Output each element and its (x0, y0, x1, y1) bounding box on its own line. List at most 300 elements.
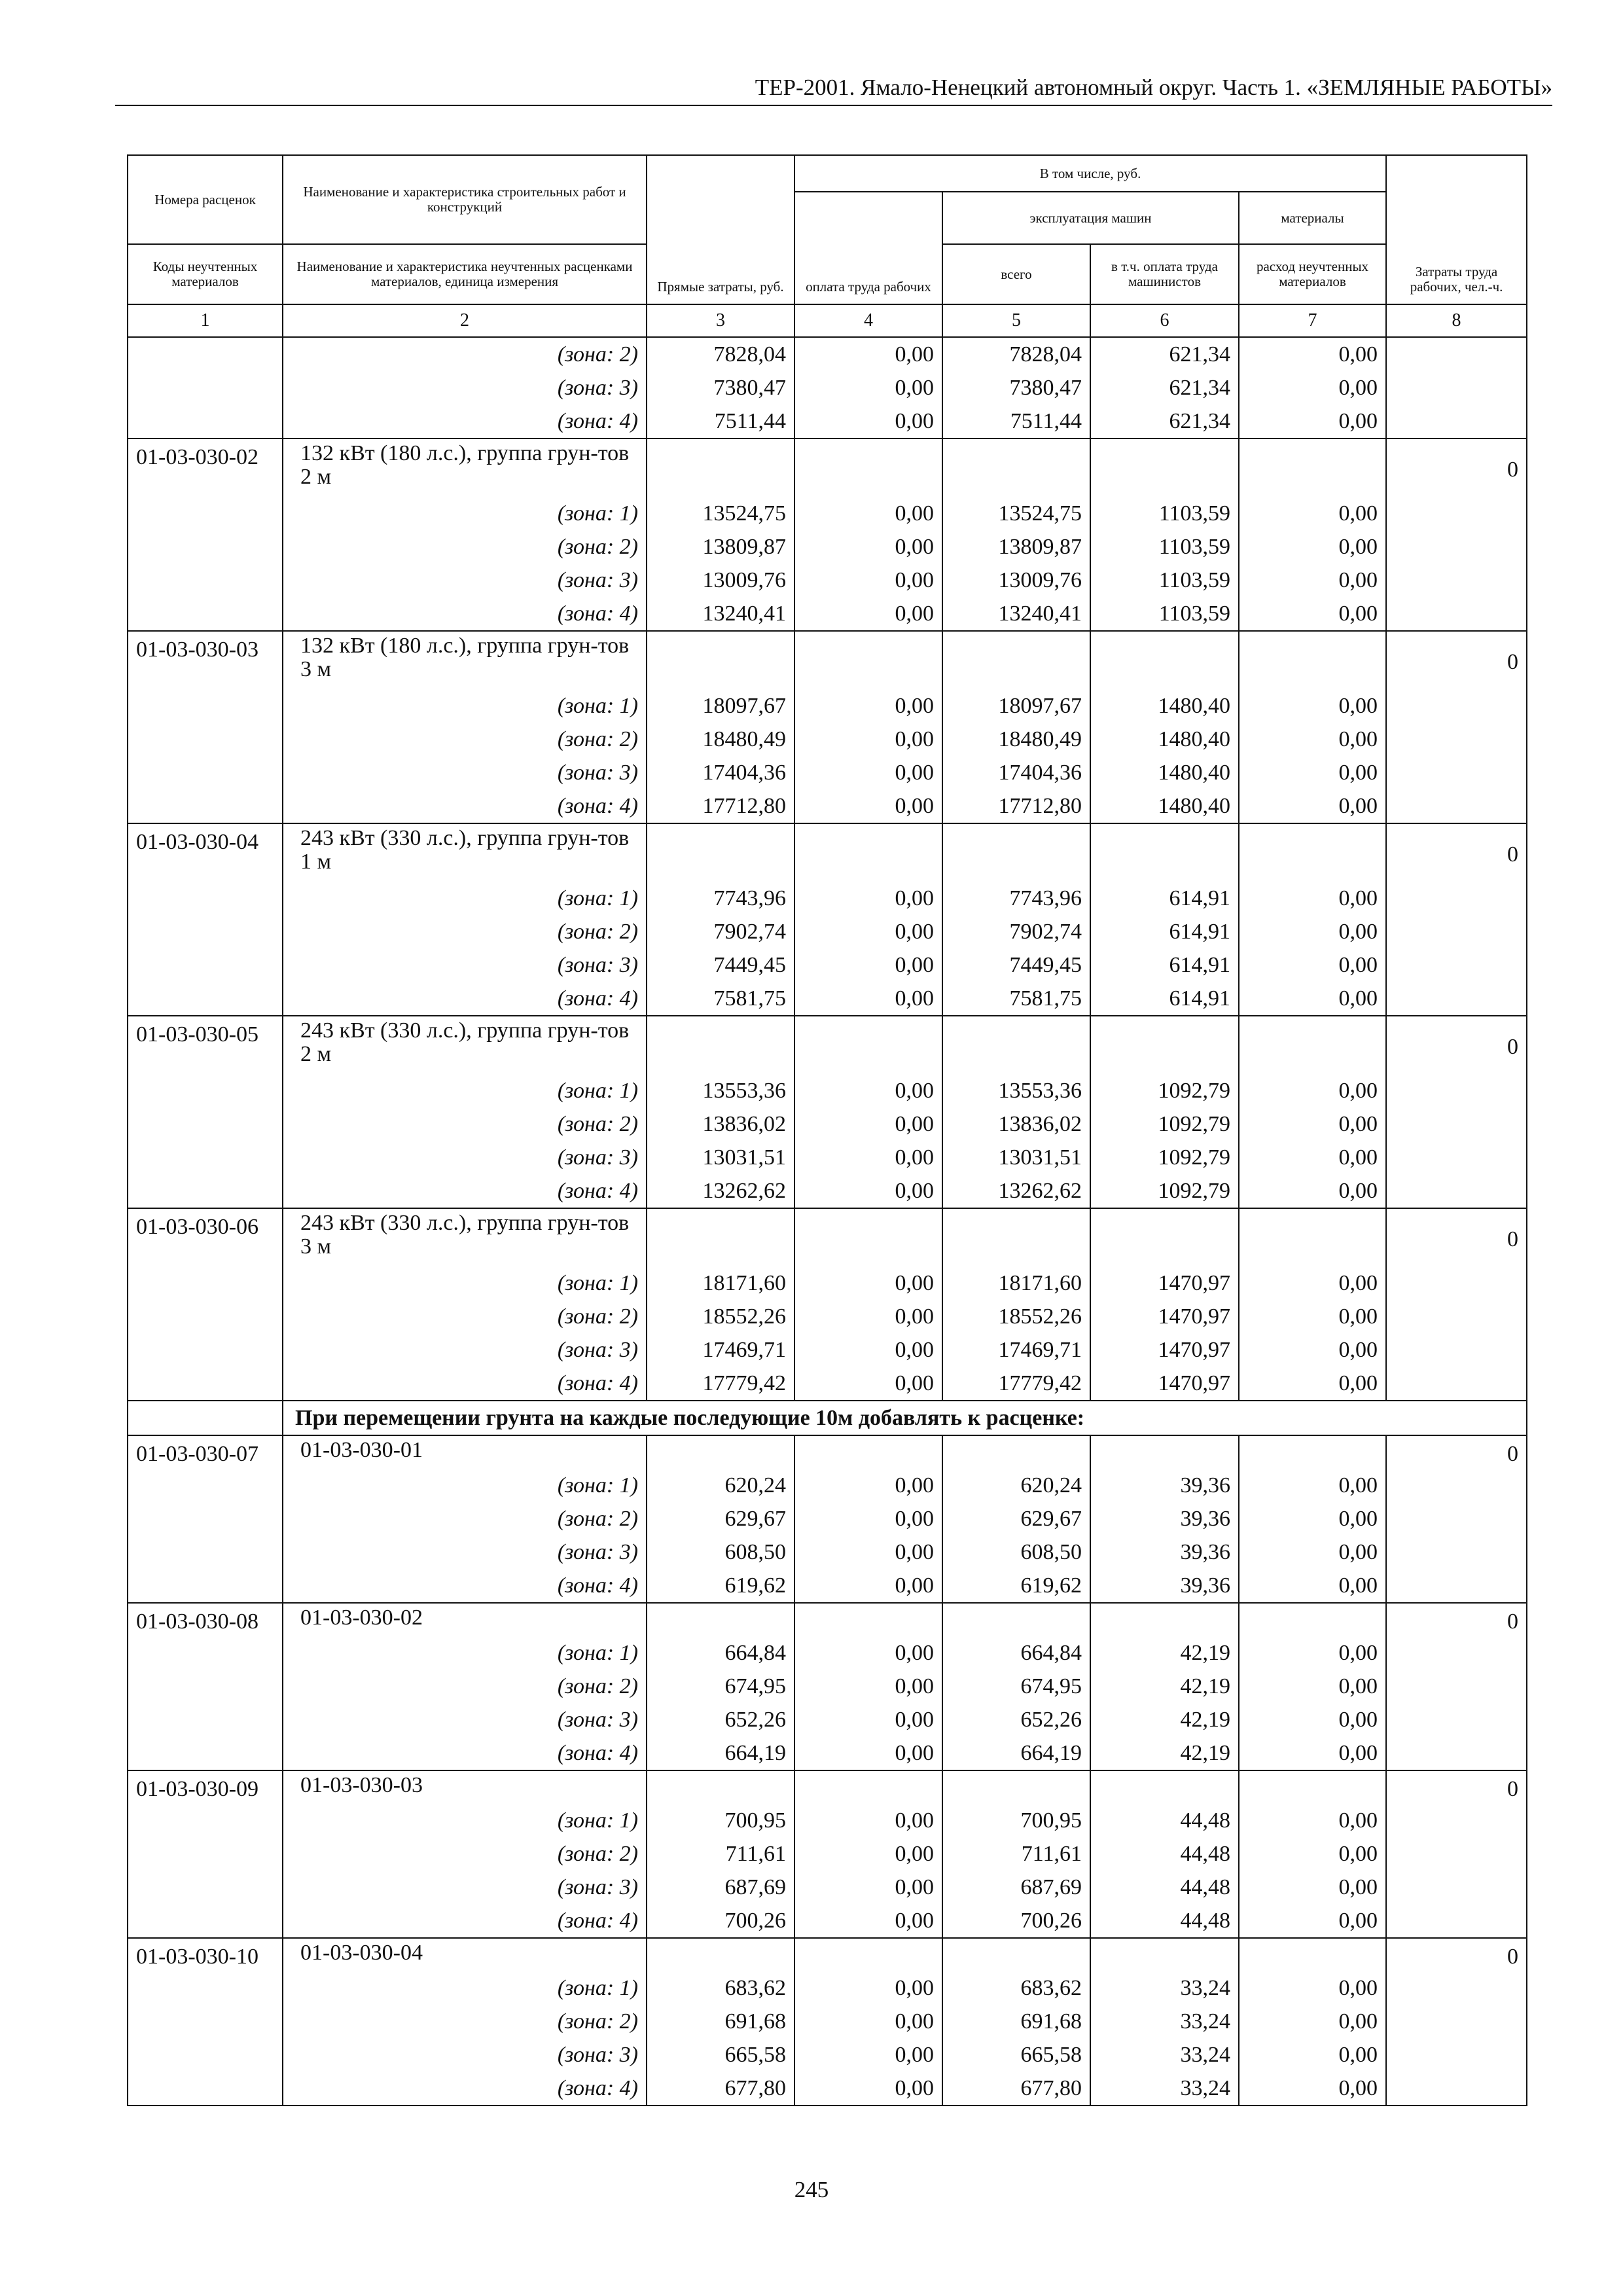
zone-label: (зона: 2) (283, 2005, 647, 2038)
material-cell: 0,00 (1239, 1569, 1386, 1603)
material-cell: 0,00 (1239, 1670, 1386, 1703)
rate-description: 01-03-030-03 (283, 1770, 647, 1804)
labor-pay-cell: 0,00 (794, 756, 942, 789)
labor-hours-cell: 0 (1386, 1208, 1527, 1266)
machinist-pay-cell: 614,91 (1090, 882, 1239, 915)
empty-cell (128, 1107, 283, 1141)
zone-row (128, 1971, 1527, 2005)
direct-cost-cell: 664,19 (647, 1736, 794, 1770)
material-cell: 0,00 (1239, 2072, 1386, 2106)
empty-cell (128, 1266, 283, 1300)
zone-label: (зона: 4) (283, 404, 647, 439)
empty-cell (128, 723, 283, 756)
zone-row (128, 2038, 1527, 2072)
zone-row (128, 1837, 1527, 1871)
empty-cell (128, 2072, 283, 2106)
direct-cost-cell: 687,69 (647, 1871, 794, 1904)
labor-pay-cell: 0,00 (794, 1333, 942, 1367)
labor-pay-cell: 0,00 (794, 1141, 942, 1174)
labor-hours-cell: 0 (1386, 823, 1527, 882)
machine-total-cell: 652,26 (942, 1703, 1090, 1736)
zone-row (128, 1074, 1527, 1107)
machinist-pay-cell: 33,24 (1090, 2038, 1239, 2072)
zone-row (128, 882, 1527, 915)
machine-total-cell: 700,95 (942, 1804, 1090, 1837)
rate-item-row (128, 631, 1527, 689)
machinist-pay-cell: 1092,79 (1090, 1074, 1239, 1107)
material-cell: 0,00 (1239, 597, 1386, 631)
material-cell: 0,00 (1239, 530, 1386, 564)
empty-cell (128, 1971, 283, 2005)
direct-cost-cell: 7581,75 (647, 982, 794, 1016)
machinist-pay-cell: 1480,40 (1090, 789, 1239, 823)
zone-row (128, 497, 1527, 530)
column-number: 2 (283, 304, 647, 337)
machinist-pay-cell: 39,36 (1090, 1569, 1239, 1603)
machinist-pay-cell: 42,19 (1090, 1736, 1239, 1770)
rate-description: 243 кВт (330 л.с.), группа грун-тов 2 м (283, 1016, 647, 1074)
rate-code: 01-03-030-04 (128, 823, 283, 882)
zone-label: (зона: 4) (283, 597, 647, 631)
machinist-pay-cell: 614,91 (1090, 915, 1239, 948)
header-machine-operation: эксплуатация машин (942, 192, 1239, 244)
rate-code: 01-03-030-06 (128, 1208, 283, 1266)
zone-label: (зона: 3) (283, 371, 647, 404)
machine-total-cell: 7828,04 (942, 337, 1090, 371)
machinist-pay-cell: 1103,59 (1090, 564, 1239, 597)
labor-pay-cell: 0,00 (794, 882, 942, 915)
empty-cell (1386, 1074, 1527, 1107)
zone-label: (зона: 3) (283, 756, 647, 789)
machinist-pay-cell: 42,19 (1090, 1703, 1239, 1736)
empty-cell (1386, 1670, 1527, 1703)
material-cell: 0,00 (1239, 1871, 1386, 1904)
machine-total-cell: 691,68 (942, 2005, 1090, 2038)
material-cell: 0,00 (1239, 371, 1386, 404)
empty-cell (128, 1141, 283, 1174)
labor-pay-cell: 0,00 (794, 2005, 942, 2038)
labor-pay-cell: 0,00 (794, 337, 942, 371)
zone-label: (зона: 1) (283, 1074, 647, 1107)
empty-cell (1386, 2038, 1527, 2072)
machinist-pay-cell: 1092,79 (1090, 1174, 1239, 1208)
empty-cell (128, 564, 283, 597)
rate-item-row (128, 1770, 1527, 1804)
zone-row (128, 2072, 1527, 2106)
empty-cell (1386, 530, 1527, 564)
zone-row (128, 530, 1527, 564)
machine-total-cell: 619,62 (942, 1569, 1090, 1603)
material-cell: 0,00 (1239, 1837, 1386, 1871)
rate-item-row (128, 1938, 1527, 1971)
machine-total-cell: 687,69 (942, 1871, 1090, 1904)
machinist-pay-cell: 44,48 (1090, 1804, 1239, 1837)
zone-label: (зона: 2) (283, 915, 647, 948)
rate-description: 132 кВт (180 л.с.), группа грун-тов 3 м (283, 631, 647, 689)
zone-row (128, 1569, 1527, 1603)
empty-cell (128, 1367, 283, 1401)
header-material-codes: Коды неучтенных материалов (128, 244, 283, 304)
empty-cell (128, 1074, 283, 1107)
zone-label: (зона: 4) (283, 1174, 647, 1208)
rate-description: 01-03-030-01 (283, 1435, 647, 1469)
empty-cell (1386, 1174, 1527, 1208)
direct-cost-cell: 7828,04 (647, 337, 794, 371)
labor-pay-cell: 0,00 (794, 1670, 942, 1703)
material-cell: 0,00 (1239, 982, 1386, 1016)
machine-total-cell: 7511,44 (942, 404, 1090, 439)
material-cell: 0,00 (1239, 948, 1386, 982)
column-number: 6 (1090, 304, 1239, 337)
material-cell: 0,00 (1239, 1469, 1386, 1502)
machinist-pay-cell: 621,34 (1090, 404, 1239, 439)
zone-label: (зона: 3) (283, 1333, 647, 1367)
empty-cell (128, 1871, 283, 1904)
empty-cell (128, 1174, 283, 1208)
zone-label: (зона: 4) (283, 1904, 647, 1938)
labor-pay-cell: 0,00 (794, 982, 942, 1016)
zone-row (128, 1141, 1527, 1174)
direct-cost-cell: 700,26 (647, 1904, 794, 1938)
material-cell: 0,00 (1239, 1300, 1386, 1333)
machine-total-cell: 7581,75 (942, 982, 1090, 1016)
zone-row (128, 1703, 1527, 1736)
material-cell: 0,00 (1239, 756, 1386, 789)
zone-row (128, 1174, 1527, 1208)
zone-label: (зона: 4) (283, 982, 647, 1016)
zone-label: (зона: 1) (283, 1266, 647, 1300)
machinist-pay-cell: 42,19 (1090, 1670, 1239, 1703)
machinist-pay-cell: 1092,79 (1090, 1141, 1239, 1174)
empty-cell (128, 1569, 283, 1603)
empty-cell (128, 1502, 283, 1535)
direct-cost-cell: 711,61 (647, 1837, 794, 1871)
empty-cell (128, 882, 283, 915)
machinist-pay-cell: 42,19 (1090, 1636, 1239, 1670)
machinist-pay-cell: 614,91 (1090, 982, 1239, 1016)
zone-row (128, 689, 1527, 723)
header-labor-pay: оплата труда рабочих (794, 192, 942, 304)
empty-cell (128, 948, 283, 982)
empty-cell (128, 1736, 283, 1770)
machine-total-cell: 677,80 (942, 2072, 1090, 2106)
rate-item-row (128, 1435, 1527, 1469)
material-cell: 0,00 (1239, 1107, 1386, 1141)
rate-code: 01-03-030-03 (128, 631, 283, 689)
machinist-pay-cell: 1092,79 (1090, 1107, 1239, 1141)
empty-cell (1386, 1904, 1527, 1938)
labor-pay-cell: 0,00 (794, 564, 942, 597)
empty-cell (1386, 371, 1527, 404)
direct-cost-cell: 13009,76 (647, 564, 794, 597)
zone-row (128, 597, 1527, 631)
empty-cell (1386, 756, 1527, 789)
direct-cost-cell: 683,62 (647, 1971, 794, 2005)
material-cell: 0,00 (1239, 882, 1386, 915)
labor-pay-cell: 0,00 (794, 1535, 942, 1569)
direct-cost-cell: 13553,36 (647, 1074, 794, 1107)
labor-pay-cell: 0,00 (794, 2072, 942, 2106)
header-machinist-pay: в т.ч. оплата труда машинистов (1090, 244, 1239, 304)
empty-cell (1386, 1367, 1527, 1401)
zone-label: (зона: 4) (283, 1367, 647, 1401)
header-work-name: Наименование и характеристика строительных работ и конструкций (283, 155, 647, 244)
zone-row (128, 337, 1527, 371)
page-number: 245 (794, 2177, 829, 2202)
machine-total-cell: 683,62 (942, 1971, 1090, 2005)
labor-pay-cell: 0,00 (794, 1837, 942, 1871)
machine-total-cell: 13553,36 (942, 1074, 1090, 1107)
labor-pay-cell: 0,00 (794, 789, 942, 823)
zone-row (128, 1502, 1527, 1535)
empty-cell (128, 2038, 283, 2072)
labor-pay-cell: 0,00 (794, 404, 942, 439)
empty-cell (1386, 1804, 1527, 1837)
labor-pay-cell: 0,00 (794, 497, 942, 530)
direct-cost-cell: 7902,74 (647, 915, 794, 948)
empty-cell (128, 1670, 283, 1703)
zone-row (128, 789, 1527, 823)
machine-total-cell: 18171,60 (942, 1266, 1090, 1300)
material-cell: 0,00 (1239, 1141, 1386, 1174)
zone-label: (зона: 2) (283, 337, 647, 371)
material-cell: 0,00 (1239, 1904, 1386, 1938)
zone-row (128, 1871, 1527, 1904)
material-cell: 0,00 (1239, 789, 1386, 823)
labor-pay-cell: 0,00 (794, 1266, 942, 1300)
rate-code: 01-03-030-09 (128, 1770, 283, 1804)
rate-item-row (128, 1603, 1527, 1636)
zone-row (128, 1904, 1527, 1938)
machinist-pay-cell: 1470,97 (1090, 1333, 1239, 1367)
direct-cost-cell: 619,62 (647, 1569, 794, 1603)
direct-cost-cell: 13262,62 (647, 1174, 794, 1208)
direct-cost-cell: 700,95 (647, 1804, 794, 1837)
material-cell: 0,00 (1239, 1502, 1386, 1535)
direct-cost-cell: 665,58 (647, 2038, 794, 2072)
machine-total-cell: 13031,51 (942, 1141, 1090, 1174)
machinist-pay-cell: 39,36 (1090, 1535, 1239, 1569)
empty-cell (128, 915, 283, 948)
direct-cost-cell: 691,68 (647, 2005, 794, 2038)
labor-pay-cell: 0,00 (794, 1469, 942, 1502)
column-number: 4 (794, 304, 942, 337)
zone-label: (зона: 1) (283, 882, 647, 915)
zone-label: (зона: 3) (283, 564, 647, 597)
rate-code: 01-03-030-08 (128, 1603, 283, 1636)
machinist-pay-cell: 44,48 (1090, 1871, 1239, 1904)
zone-row (128, 1367, 1527, 1401)
empty-cell (1386, 1107, 1527, 1141)
material-cell: 0,00 (1239, 1367, 1386, 1401)
machinist-pay-cell: 1103,59 (1090, 497, 1239, 530)
machine-total-cell: 665,58 (942, 2038, 1090, 2072)
material-cell: 0,00 (1239, 1971, 1386, 2005)
labor-hours-cell: 0 (1386, 1435, 1527, 1469)
header-material-name: Наименование и характеристика неучтенных расценками материалов, единица измерения (283, 244, 647, 304)
empty-cell (1386, 1971, 1527, 2005)
material-cell: 0,00 (1239, 2005, 1386, 2038)
machine-total-cell: 13009,76 (942, 564, 1090, 597)
direct-cost-cell: 18480,49 (647, 723, 794, 756)
section-title: При перемещении грунта на каждые последующие 10м добавлять к расценке: (283, 1401, 1527, 1435)
direct-cost-cell: 13524,75 (647, 497, 794, 530)
empty-cell (1386, 1569, 1527, 1603)
labor-pay-cell: 0,00 (794, 1074, 942, 1107)
zone-label: (зона: 2) (283, 1670, 647, 1703)
labor-pay-cell: 0,00 (794, 1300, 942, 1333)
direct-cost-cell: 17469,71 (647, 1333, 794, 1367)
rate-code: 01-03-030-07 (128, 1435, 283, 1469)
labor-pay-cell: 0,00 (794, 1367, 942, 1401)
rate-code: 01-03-030-10 (128, 1938, 283, 1971)
labor-pay-cell: 0,00 (794, 1804, 942, 1837)
machine-total-cell: 13836,02 (942, 1107, 1090, 1141)
machine-total-cell: 7743,96 (942, 882, 1090, 915)
empty-cell (1386, 1333, 1527, 1367)
machine-total-cell: 18097,67 (942, 689, 1090, 723)
empty-cell (128, 1837, 283, 1871)
material-cell: 0,00 (1239, 1333, 1386, 1367)
labor-pay-cell: 0,00 (794, 371, 942, 404)
empty-cell (128, 530, 283, 564)
zone-label: (зона: 1) (283, 689, 647, 723)
machine-total-cell: 13240,41 (942, 597, 1090, 631)
direct-cost-cell: 18552,26 (647, 1300, 794, 1333)
zone-label: (зона: 4) (283, 1736, 647, 1770)
table-header (128, 155, 1527, 337)
zone-label: (зона: 3) (283, 1535, 647, 1569)
empty-cell (128, 1535, 283, 1569)
section-row (128, 1401, 1527, 1435)
material-cell: 0,00 (1239, 497, 1386, 530)
zone-row (128, 982, 1527, 1016)
material-cell: 0,00 (1239, 1703, 1386, 1736)
direct-cost-cell: 7511,44 (647, 404, 794, 439)
direct-cost-cell: 7449,45 (647, 948, 794, 982)
direct-cost-cell: 664,84 (647, 1636, 794, 1670)
machine-total-cell: 674,95 (942, 1670, 1090, 1703)
direct-cost-cell: 13809,87 (647, 530, 794, 564)
machinist-pay-cell: 33,24 (1090, 1971, 1239, 2005)
zone-label: (зона: 4) (283, 2072, 647, 2106)
direct-cost-cell: 13031,51 (647, 1141, 794, 1174)
direct-cost-cell: 652,26 (647, 1703, 794, 1736)
column-number: 8 (1386, 304, 1527, 337)
rate-code: 01-03-030-05 (128, 1016, 283, 1074)
material-cell: 0,00 (1239, 689, 1386, 723)
direct-cost-cell: 17404,36 (647, 756, 794, 789)
material-cell: 0,00 (1239, 2038, 1386, 2072)
zone-label: (зона: 2) (283, 723, 647, 756)
labor-pay-cell: 0,00 (794, 1174, 942, 1208)
rate-item-row (128, 1208, 1527, 1266)
machine-total-cell: 7380,47 (942, 371, 1090, 404)
material-cell: 0,00 (1239, 1535, 1386, 1569)
machine-total-cell: 17469,71 (942, 1333, 1090, 1367)
machinist-pay-cell: 1470,97 (1090, 1266, 1239, 1300)
header-direct-costs: Прямые затраты, руб. (647, 155, 794, 304)
zone-label: (зона: 1) (283, 1469, 647, 1502)
material-cell: 0,00 (1239, 1636, 1386, 1670)
material-cell: 0,00 (1239, 1804, 1386, 1837)
zone-label: (зона: 4) (283, 1569, 647, 1603)
labor-pay-cell: 0,00 (794, 1736, 942, 1770)
machinist-pay-cell: 621,34 (1090, 371, 1239, 404)
empty-cell (1386, 915, 1527, 948)
empty-cell (128, 337, 283, 371)
empty-cell (1386, 1266, 1527, 1300)
direct-cost-cell: 677,80 (647, 2072, 794, 2106)
empty-cell (1386, 723, 1527, 756)
machine-total-cell: 711,61 (942, 1837, 1090, 1871)
labor-pay-cell: 0,00 (794, 915, 942, 948)
empty-cell (1386, 2072, 1527, 2106)
zone-row (128, 1804, 1527, 1837)
labor-pay-cell: 0,00 (794, 1904, 942, 1938)
machine-total-cell: 700,26 (942, 1904, 1090, 1938)
table-body (128, 337, 1527, 2106)
empty-cell (1386, 1141, 1527, 1174)
empty-cell (128, 1300, 283, 1333)
direct-cost-cell: 18097,67 (647, 689, 794, 723)
zone-row (128, 2005, 1527, 2038)
zone-row (128, 564, 1527, 597)
empty-cell (1386, 982, 1527, 1016)
labor-hours-cell: 0 (1386, 631, 1527, 689)
machinist-pay-cell: 1470,97 (1090, 1367, 1239, 1401)
direct-cost-cell: 17712,80 (647, 789, 794, 823)
machinist-pay-cell: 1480,40 (1090, 689, 1239, 723)
material-cell: 0,00 (1239, 564, 1386, 597)
machinist-pay-cell: 621,34 (1090, 337, 1239, 371)
empty-cell (1386, 1535, 1527, 1569)
labor-pay-cell: 0,00 (794, 689, 942, 723)
machinist-pay-cell: 1470,97 (1090, 1300, 1239, 1333)
machine-total-cell: 13524,75 (942, 497, 1090, 530)
machine-total-cell: 608,50 (942, 1535, 1090, 1569)
zone-label: (зона: 2) (283, 1300, 647, 1333)
direct-cost-cell: 13240,41 (647, 597, 794, 631)
zone-label: (зона: 1) (283, 1804, 647, 1837)
material-cell: 0,00 (1239, 404, 1386, 439)
column-number: 7 (1239, 304, 1386, 337)
labor-hours-cell: 0 (1386, 1016, 1527, 1074)
rate-description: 243 кВт (330 л.с.), группа грун-тов 3 м (283, 1208, 647, 1266)
running-header: ТЕР-2001. Ямало-Ненецкий автономный округ. Часть 1. «ЗЕМЛЯНЫЕ РАБОТЫ» (115, 73, 1552, 106)
machine-total-cell: 18552,26 (942, 1300, 1090, 1333)
zone-row (128, 404, 1527, 439)
zone-row (128, 1266, 1527, 1300)
zone-label: (зона: 3) (283, 1141, 647, 1174)
zone-label: (зона: 1) (283, 497, 647, 530)
empty-cell (1386, 689, 1527, 723)
machine-total-cell: 13262,62 (942, 1174, 1090, 1208)
machinist-pay-cell: 33,24 (1090, 2005, 1239, 2038)
zone-label: (зона: 1) (283, 1971, 647, 2005)
direct-cost-cell: 608,50 (647, 1535, 794, 1569)
empty-cell (1386, 564, 1527, 597)
empty-cell (128, 1904, 283, 1938)
zone-row (128, 756, 1527, 789)
empty-cell (1386, 2005, 1527, 2038)
empty-cell (128, 982, 283, 1016)
direct-cost-cell: 13836,02 (647, 1107, 794, 1141)
zone-label: (зона: 2) (283, 1837, 647, 1871)
machine-total-cell: 629,67 (942, 1502, 1090, 1535)
empty-cell (1386, 404, 1527, 439)
machinist-pay-cell: 44,48 (1090, 1904, 1239, 1938)
